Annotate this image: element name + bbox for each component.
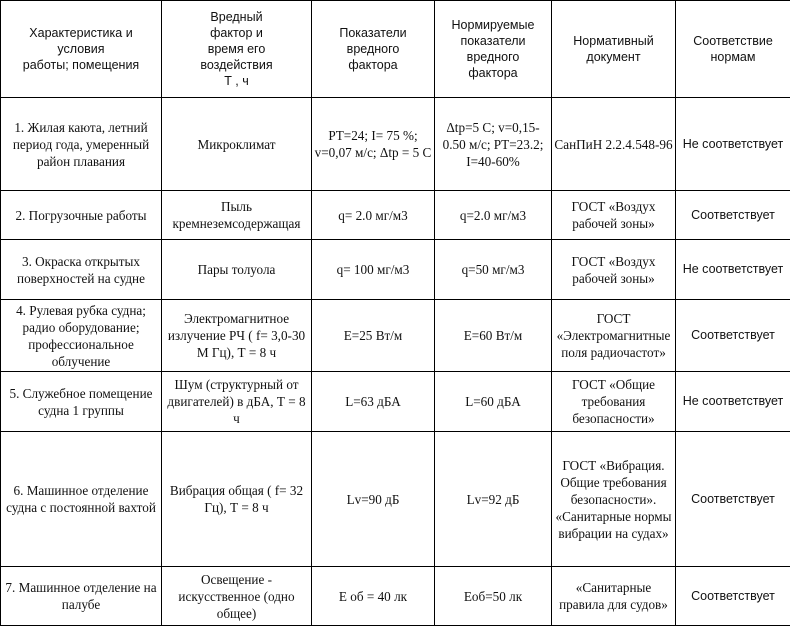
table-row <box>1 191 790 240</box>
actual-value-cell: L=63 дБА <box>312 372 435 432</box>
norm-value-cell: q=50 мг/м3 <box>435 240 552 300</box>
document-cell: ГОСТ «Воздух рабочей зоны» <box>552 191 676 240</box>
table-row <box>1 432 790 567</box>
header-norm-values: Нормируемые показатели вредного фактора <box>435 1 552 98</box>
factor-cell: Электромагнитное излучение РЧ ( f= 3,0-30 М Гц), Т = 8 ч <box>162 300 312 372</box>
condition-cell: 3. Окраска открытых поверхностей на судне <box>1 240 162 300</box>
condition-cell: 5. Служебное помещение судна 1 группы <box>1 372 162 432</box>
table-header-row <box>1 1 790 98</box>
condition-cell: 2. Погрузочные работы <box>1 191 162 240</box>
header-compliance: Соответствие нормам <box>676 1 790 98</box>
factor-cell: Вибрация общая ( f= 32 Гц), Т = 8 ч <box>162 432 312 567</box>
table-row <box>1 567 790 626</box>
compliance-cell: Не соответствует <box>676 98 790 191</box>
factor-cell: Пары толуола <box>162 240 312 300</box>
norm-value-cell: E=60 Вт/м <box>435 300 552 372</box>
norm-value-cell: Еоб=50 лк <box>435 567 552 626</box>
document-cell: ГОСТ «Электромагнитные поля радиочастот» <box>552 300 676 372</box>
table-row <box>1 300 790 372</box>
factor-cell: Микроклимат <box>162 98 312 191</box>
compliance-cell: Соответствует <box>676 567 790 626</box>
factor-cell: Пыль кремнеземсодержащая <box>162 191 312 240</box>
header-conditions: Характеристика и условия работы; помещения <box>1 1 162 98</box>
document-cell: СанПиН 2.2.4.548-96 <box>552 98 676 191</box>
actual-value-cell: q= 2.0 мг/м3 <box>312 191 435 240</box>
table-row <box>1 372 790 432</box>
norm-value-cell: Δtp=5 C; v=0,15-0.50 м/с; PT=23.2; I=40-60% <box>435 98 552 191</box>
compliance-cell: Соответствует <box>676 300 790 372</box>
actual-value-cell: Lv=90 дБ <box>312 432 435 567</box>
norm-value-cell: q=2.0 мг/м3 <box>435 191 552 240</box>
condition-cell: 4. Рулевая рубка судна; радио оборудование; профессиональное облучение <box>1 300 162 372</box>
condition-cell: 6. Машинное отделение судна с постоянной вахтой <box>1 432 162 567</box>
compliance-cell: Не соответствует <box>676 240 790 300</box>
header-actual-values: Показатели вредного фактора <box>312 1 435 98</box>
header-hazard-factor: Вредный фактор и время его воздействия Т , ч <box>162 1 312 98</box>
compliance-cell: Соответствует <box>676 191 790 240</box>
norm-value-cell: L=60 дБА <box>435 372 552 432</box>
factor-cell: Шум (структурный от двигателей) в дБА, Т = 8 ч <box>162 372 312 432</box>
table-row <box>1 240 790 300</box>
condition-cell: 1. Жилая каюта, летний период года, умеренный район плавания <box>1 98 162 191</box>
document-cell: «Санитарные правила для судов» <box>552 567 676 626</box>
factor-cell: Освещение - искусственное (одно общее) <box>162 567 312 626</box>
document-cell: ГОСТ «Воздух рабочей зоны» <box>552 240 676 300</box>
actual-value-cell: PT=24; I= 75 %; v=0,07 м/с; Δtp = 5 C <box>312 98 435 191</box>
actual-value-cell: Е об = 40 лк <box>312 567 435 626</box>
compliance-cell: Соответствует <box>676 432 790 567</box>
actual-value-cell: E=25 Вт/м <box>312 300 435 372</box>
norm-value-cell: Lv=92 дБ <box>435 432 552 567</box>
condition-cell: 7. Машинное отделение на палубе <box>1 567 162 626</box>
actual-value-cell: q= 100 мг/м3 <box>312 240 435 300</box>
compliance-cell: Не соответствует <box>676 372 790 432</box>
document-cell: ГОСТ «Общие требования безопасности» <box>552 372 676 432</box>
table-row <box>1 98 790 191</box>
document-cell: ГОСТ «Вибрация. Общие требования безопасности». «Санитарные нормы вибрации на судах» <box>552 432 676 567</box>
header-normative-document: Нормативный документ <box>552 1 676 98</box>
